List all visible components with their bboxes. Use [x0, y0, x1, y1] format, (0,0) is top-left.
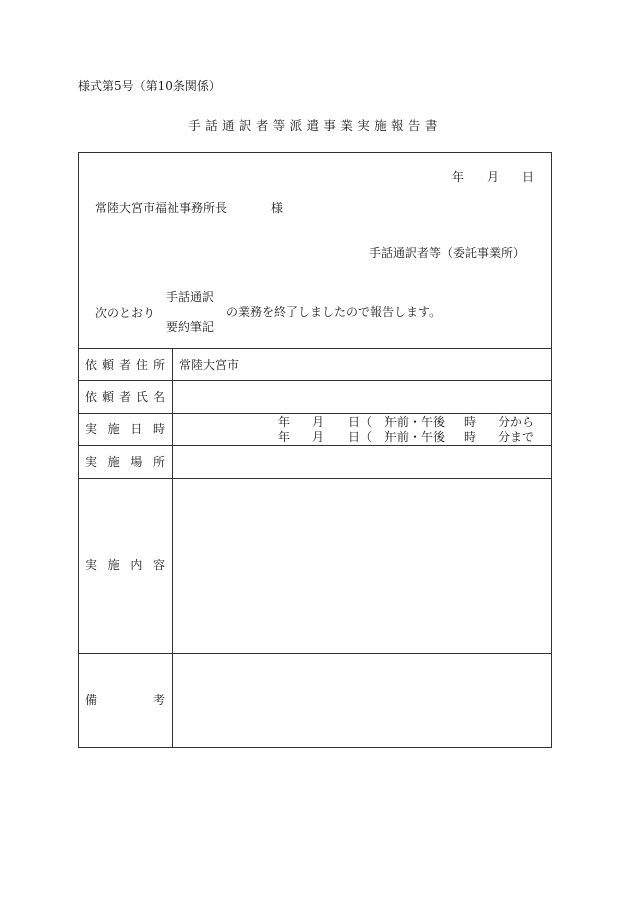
addressee-honorific: 様: [271, 201, 284, 215]
label-column-divider: [172, 348, 173, 748]
label-char: 名: [152, 390, 165, 404]
report-form-frame: [78, 152, 552, 748]
statement-suffix: の業務を終了しましたので報告します。: [226, 305, 442, 319]
date-month-label: 月: [487, 170, 500, 184]
label-char: 施: [107, 558, 120, 572]
end-minute: 分まで: [498, 430, 535, 444]
start-hour: 時: [464, 415, 477, 429]
statement-option-summary-writing: 要約筆記: [166, 320, 215, 334]
label-char: 頼: [101, 390, 114, 404]
table-top-border: [78, 348, 552, 349]
end-ampm: 午前・午後: [385, 430, 446, 444]
start-year: 年: [278, 415, 291, 429]
end-year: 年: [278, 430, 291, 444]
label-char: 容: [152, 558, 165, 572]
row-divider: [78, 413, 552, 414]
label-char: 氏: [135, 390, 148, 404]
label-char: 実: [85, 558, 98, 572]
statement-option-sign-language: 手話通訳: [166, 290, 215, 304]
label-char: 者: [118, 358, 131, 372]
end-hour: 時: [464, 430, 477, 444]
label-char: 住: [135, 358, 148, 372]
addressee-name: 常陸大宮市福祉事務所長: [95, 201, 228, 215]
label-char: 頼: [101, 358, 114, 372]
document-title: 手話通訳者等派遣事業実施報告書: [188, 118, 442, 133]
date-day-label: 日: [522, 170, 535, 184]
label-char: 時: [152, 422, 165, 436]
label-char: 備: [85, 693, 98, 707]
start-ampm: 午前・午後: [385, 415, 446, 429]
reporter-label: 手話通訳者等（委託事業所）: [369, 246, 526, 260]
label-char: 所: [152, 455, 165, 469]
label-char: 日: [130, 422, 143, 436]
requester-address-value: 常陸大宮市: [179, 358, 240, 372]
row-divider: [78, 445, 552, 446]
row-divider: [78, 380, 552, 381]
label-char: 依: [85, 390, 98, 404]
row-divider: [78, 653, 552, 654]
label-char: 内: [130, 558, 143, 572]
start-day: 日（ ）: [348, 415, 397, 429]
label-char: 実: [85, 455, 98, 469]
label-char: 依: [85, 358, 98, 372]
label-char: 実: [85, 422, 98, 436]
label-char: 施: [107, 455, 120, 469]
label-char: 施: [107, 422, 120, 436]
start-month: 月: [312, 415, 325, 429]
date-year-label: 年: [452, 170, 465, 184]
label-char: 所: [152, 358, 165, 372]
start-minute: 分から: [498, 415, 535, 429]
end-day: 日（ ）: [348, 430, 397, 444]
statement-prefix: 次のとおり: [95, 306, 156, 320]
label-char: 場: [130, 455, 143, 469]
label-char: 考: [152, 693, 165, 707]
form-number: 様式第5号（第10条関係）: [78, 79, 221, 93]
end-month: 月: [312, 430, 325, 444]
row-divider: [78, 478, 552, 479]
label-char: 者: [118, 390, 131, 404]
